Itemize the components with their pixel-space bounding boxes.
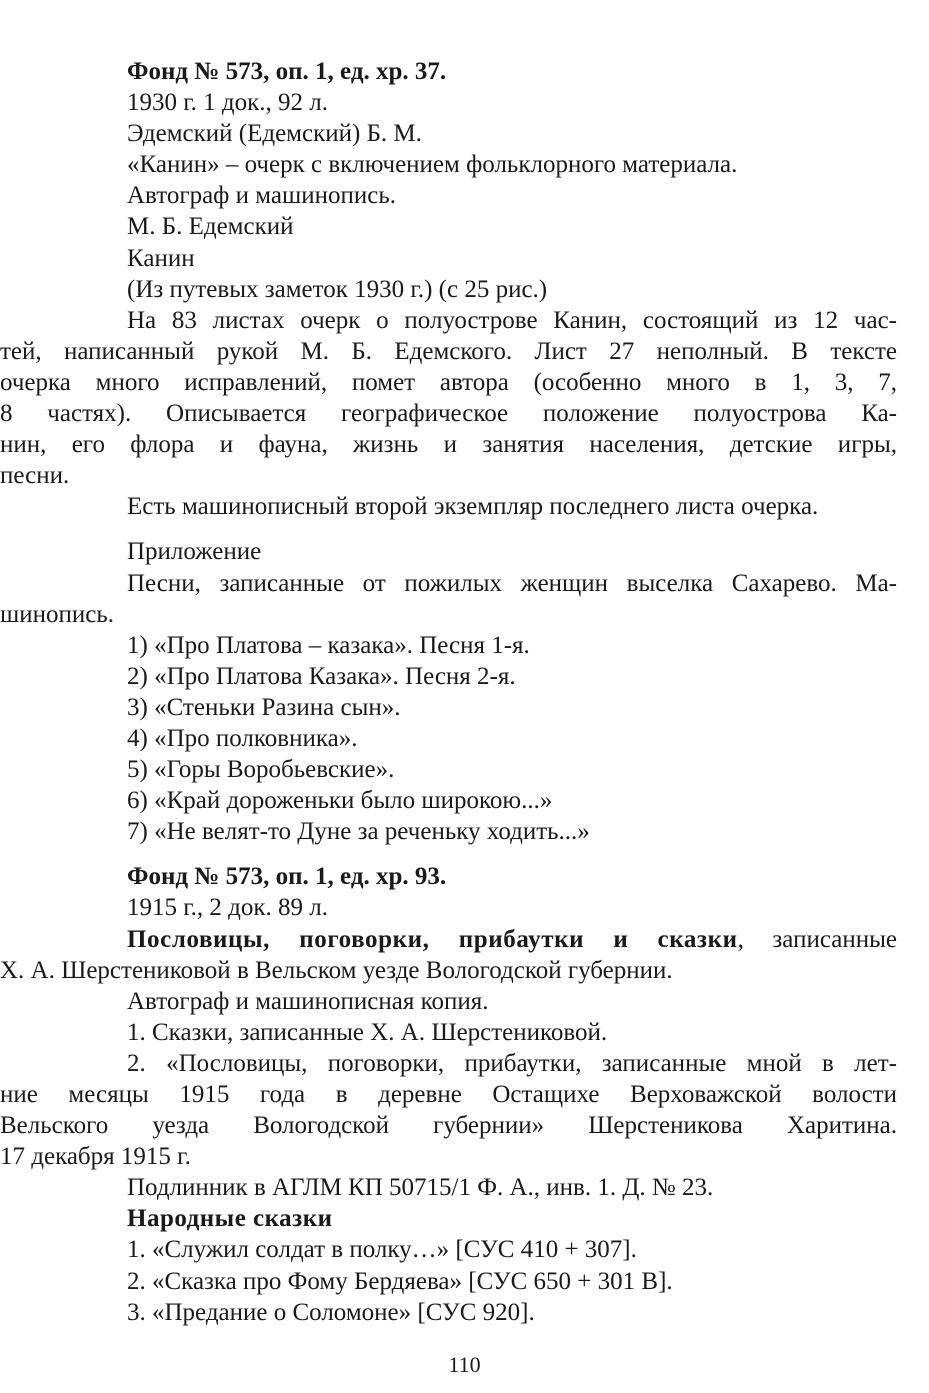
page-number: 110 bbox=[448, 1352, 481, 1377]
entry1-note: Есть машинописный второй экземпляр последнего листа очерка. bbox=[127, 493, 819, 521]
entry2-title bbox=[0, 924, 897, 986]
entry2-section-title: Народные сказки bbox=[127, 1205, 333, 1233]
entry1-para-line: песни. bbox=[0, 462, 70, 490]
entry1-paragraph bbox=[0, 305, 897, 492]
entry1-para-line: очерка много исправлений, помет автора (особенно много в 1, 3, 7, bbox=[0, 368, 897, 396]
entry2-item2 bbox=[0, 1048, 897, 1172]
entry2-tale-list bbox=[127, 1234, 897, 1327]
entry2-item2-line: 17 декабря 1915 г. bbox=[0, 1143, 191, 1171]
entry1-author: Эдемский (Едемский) Б. М. bbox=[127, 120, 422, 148]
entry2-title-rest: , записанные bbox=[737, 925, 897, 953]
entry1-form: Автограф и машинопись. bbox=[127, 182, 397, 210]
entry2-heading: Фонд № 573, оп. 1, ед. хр. 93. bbox=[127, 863, 447, 891]
entry2-item2-line: ние месяцы 1915 года в деревне Остащихе Верховажской волости bbox=[0, 1081, 897, 1108]
entry1-appendix-title: Приложение bbox=[127, 538, 262, 566]
entry2-title-bold: Пословицы, поговорки, прибаутки и сказки bbox=[127, 925, 738, 953]
entry2-item1: 1. Сказки, записанные Х. А. Шерстениковой. bbox=[127, 1018, 608, 1046]
entry1-subtitle: (Из путевых заметок 1930 г.) (с 25 рис.) bbox=[127, 275, 548, 303]
entry1-song-list bbox=[127, 630, 897, 848]
entry1-title: Канин bbox=[127, 244, 195, 272]
entry1-heading: Фонд № 573, оп. 1, ед. хр. 37. bbox=[127, 58, 447, 85]
entry1-para-line: нин, его флора и фауна, жизнь и занятия населения, детские игры, bbox=[0, 431, 897, 459]
entry1-description: «Канин» – очерк с включением фольклорного материала. bbox=[127, 151, 738, 179]
entry2-item2-line: Вельского уезда Вологодской губернии» Шерстеникова Харитина. bbox=[0, 1112, 897, 1140]
entry1-para-line: 8 частях). Описывается географическое положение полуострова Ка- bbox=[0, 400, 897, 428]
entry1-date-docs: 1930 г. 1 док., 92 л. bbox=[127, 89, 329, 117]
entry2-date-docs: 1915 г., 2 док. 89 л. bbox=[127, 894, 329, 922]
entry1-appendix-line: Песни, записанные от пожилых женщин выселка Сахарево. Ма- bbox=[127, 569, 897, 597]
entry1-para-line: На 83 листах очерк о полуострове Канин, состоящий из 12 час- bbox=[127, 306, 897, 334]
entry1-para-line: тей, написанный рукой М. Б. Едемского. Лист 27 неполный. В тексте bbox=[0, 337, 897, 365]
song-item: 6) «Край дороженьки было широкою...» bbox=[127, 787, 553, 815]
song-item: 4) «Про полковника». bbox=[127, 724, 358, 752]
song-item: 7) «Не велят-то Дуне за реченьку ходить...» bbox=[127, 818, 590, 846]
entry1-appendix-line: шинопись. bbox=[0, 600, 115, 628]
song-item: 1) «Про Платова – казака». Песня 1-я. bbox=[127, 631, 530, 659]
entry2-original: Подлинник в АГЛМ КП 50715/1 Ф. А., инв. 1. Д. № 23. bbox=[127, 1174, 714, 1202]
song-item: 5) «Горы Воробьевские». bbox=[127, 756, 395, 784]
text-block bbox=[0, 56, 897, 1328]
entry2-title-line2: Х. А. Шерстениковой в Вельском уезде Вологодской губернии. bbox=[0, 956, 673, 984]
entry1-author-name: М. Б. Едемский bbox=[127, 213, 294, 241]
entry2-item2-line: 2. «Пословицы, поговорки, прибаутки, записанные мной в лет- bbox=[127, 1049, 897, 1077]
tale-item: 2. «Сказка про Фому Бердяева» [СУС 650 + 301 В]. bbox=[127, 1267, 673, 1295]
song-item: 3) «Стеньки Разина сын». bbox=[127, 693, 401, 721]
entry1-appendix bbox=[0, 568, 897, 630]
entry2-form: Автограф и машинописная копия. bbox=[127, 987, 489, 1015]
tale-item: 3. «Предание о Соломоне» [СУС 920]. bbox=[127, 1298, 535, 1326]
tale-item: 1. «Служил солдат в полку…» [СУС 410 + 307]. bbox=[127, 1236, 637, 1264]
song-item: 2) «Про Платова Казака». Песня 2-я. bbox=[127, 662, 516, 690]
